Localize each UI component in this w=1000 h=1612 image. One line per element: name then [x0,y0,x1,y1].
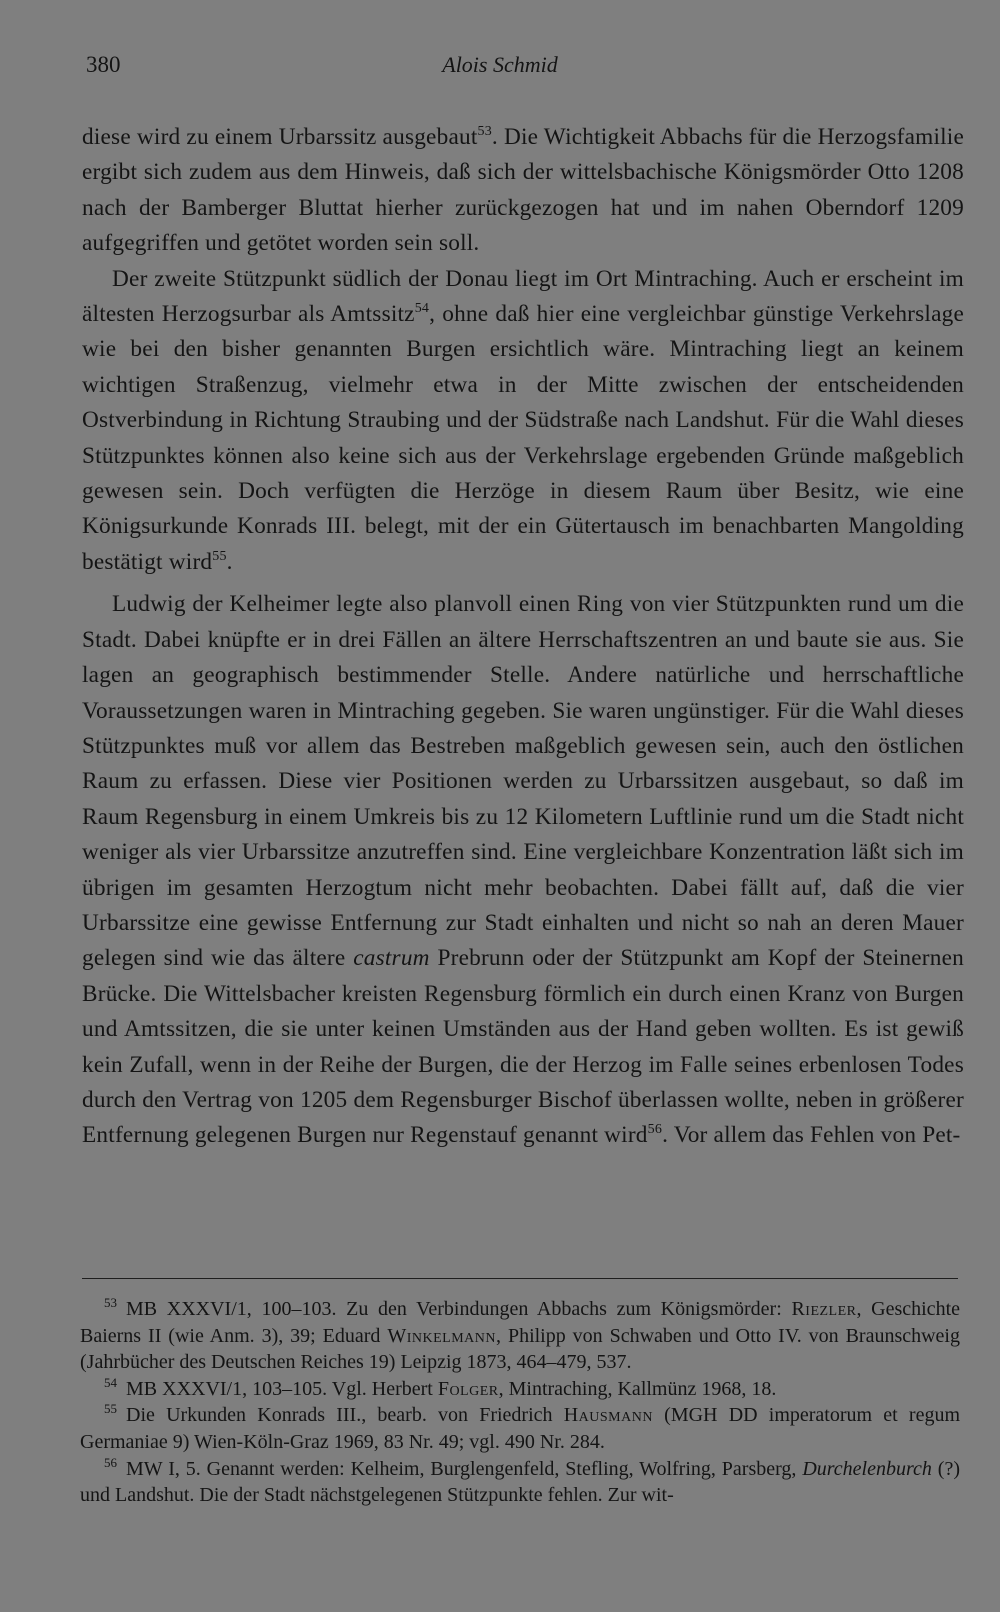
footnote-54: 54 MB XXXVI/1, 103–105. Vgl. Herbert Folger, Mintraching, Kallmünz 1968, 18. [104,1374,777,1400]
paragraph-3: Ludwig der Kelheimer legte also planvoll einen Ring von vier Stützpunkten rund um die Stadt. Dabei knüpfte er in drei Fällen an ältere Herrschaftszentren an und baute sie aus. Sie lagen an geographisch bestimmender Stelle. Andere natürliche und herrschaftliche Voraussetzungen waren in Mintraching gegeben. Sie waren ungünstiger. Für die Wahl dieses Stützpunktes muß vor allem das Bestreben maßgeblich gewesen sein, auch den östlichen Raum zu erfassen. Diese vier Positionen werden zu Urbarssitzen ausgebaut, so daß im Raum Regensburg in einem Umkreis bis zu 12 Kilometern Luftlinie rund um die Stadt nicht weniger als vier Urbarssitze anzutreffen sind. Eine vergleichbare Konzentration läßt sich im übrigen im gesamten Herzogtum nicht mehr beobachten. Dabei fällt auf, daß die vier Urbarssitze eine gewisse Entfernung zur Stadt einhalten und nicht so nah an deren Mauer gelegen sind wie das ältere castrum Prebrunn oder der Stützpunkt am Kopf der Steinernen Brücke. Die Wittelsbacher kreisten Regensburg förmlich ein durch einen Kranz von Burgen und Amtssitzen, die sie unter keinen Umständen aus der Hand geben wollten. Es ist gewiß kein Zufall, wenn in der Reihe der Burgen, die der Herzog im Falle seines erbenlosen Todes durch den Vertrag von 1205 dem Regensburger Bischof überlassen wollte, neben in größerer Entfernung gelegenen Burgen nur Regenstauf genannt wird$^{56}$. Vor allem das Fehlen von Pet- [82,591,964,1149]
running-head: Alois Schmid [442,52,558,77]
italic-term: Durchelenburch [802,1457,932,1480]
page-number: 380 [86,52,121,77]
footnote-ref-55[interactable]: 55 [212,548,227,564]
footnote-53: 53 MB XXXVI/1, 100–103. Zu den Verbindungen Abbachs zum Königsmörder: Riezler, Geschichte Baierns II (wie Anm. 3), 39; Eduard Winkelmann, Philipp von Schwaben und Otto IV. von Braunschweig (Jahrbücher des Deutschen Reiches 19) Leipzig 1873, 464–479, 537. [80,1295,960,1374]
footnotes [80,1296,960,1509]
author-name: Folger [437,1377,499,1400]
footnote-56: 56 MW I, 5. Genannt werden: Kelheim, Burglengenfeld, Stefling, Wolfring, Parsberg, Durchelenburch (?) und Landshut. Die der Stadt nächstgelegenen Stützpunkte fehlen. Zur wit- [80,1454,960,1507]
footnote-55: 55 Die Urkunden Konrads III., bearb. von Friedrich Hausmann (MGH DD imperatorum et regum Germaniae 9) Wien-Köln-Graz 1969, 83 Nr. 49; vgl. 490 Nr. 284. [80,1401,961,1453]
footnote-divider [82,1278,958,1279]
paragraph-1: diese wird zu einem Urbarssitz ausgebaut$^{53}$. Die Wichtigkeit Abbachs für die Herzogsfamilie ergibt sich zudem aus dem Hinweis, daß sich der wittelsbachische Königsmörder Otto 1208 nach der Bamberger Bluttat hierher zurückgezogen hat und im nahen Oberndorf 1209 aufgegriffen und getötet worden sein soll. [82,124,965,257]
main-text [82,120,964,1154]
footnote-ref-56[interactable]: 56 [647,1122,663,1138]
paragraph-2: Der zweite Stützpunkt südlich der Donau liegt im Ort Mintraching. Auch er erscheint im ältesten Herzogsurbar als Amtssitz$^{54}$, ohne daß hier eine vergleichbar günstige Verkehrslage wie bei den bisher genannten Burgen ersichtlich wäre. Mintraching liegt an keinem wichtigen Straßenzug, vielmehr etwa in der Mitte zwischen der entscheidenden Ostverbindung in Richtung Straubing und der Südstraße nach Landshut. Für die Wahl dieses Stützpunktes können also keine sich aus der Verkehrslage ergebenden Gründe maßgeblich gewesen sein. Doch verfügten die Herzöge in diesem Raum über Besitz, wie eine Königsurkunde Konrads III. belegt, mit der ein Gütertausch im benachbarten Mangolding bestätigt wird$^{55}$. [82,265,964,575]
author-name: Riezler [791,1298,857,1320]
italic-term: castrum [353,945,430,972]
page-header [0,52,1000,84]
footnote-ref-53[interactable]: 53 [477,124,492,139]
footnote-ref-54[interactable]: 54 [414,301,430,317]
author-name: Hausmann [563,1404,653,1427]
author-name: Winkelmann [387,1324,497,1347]
